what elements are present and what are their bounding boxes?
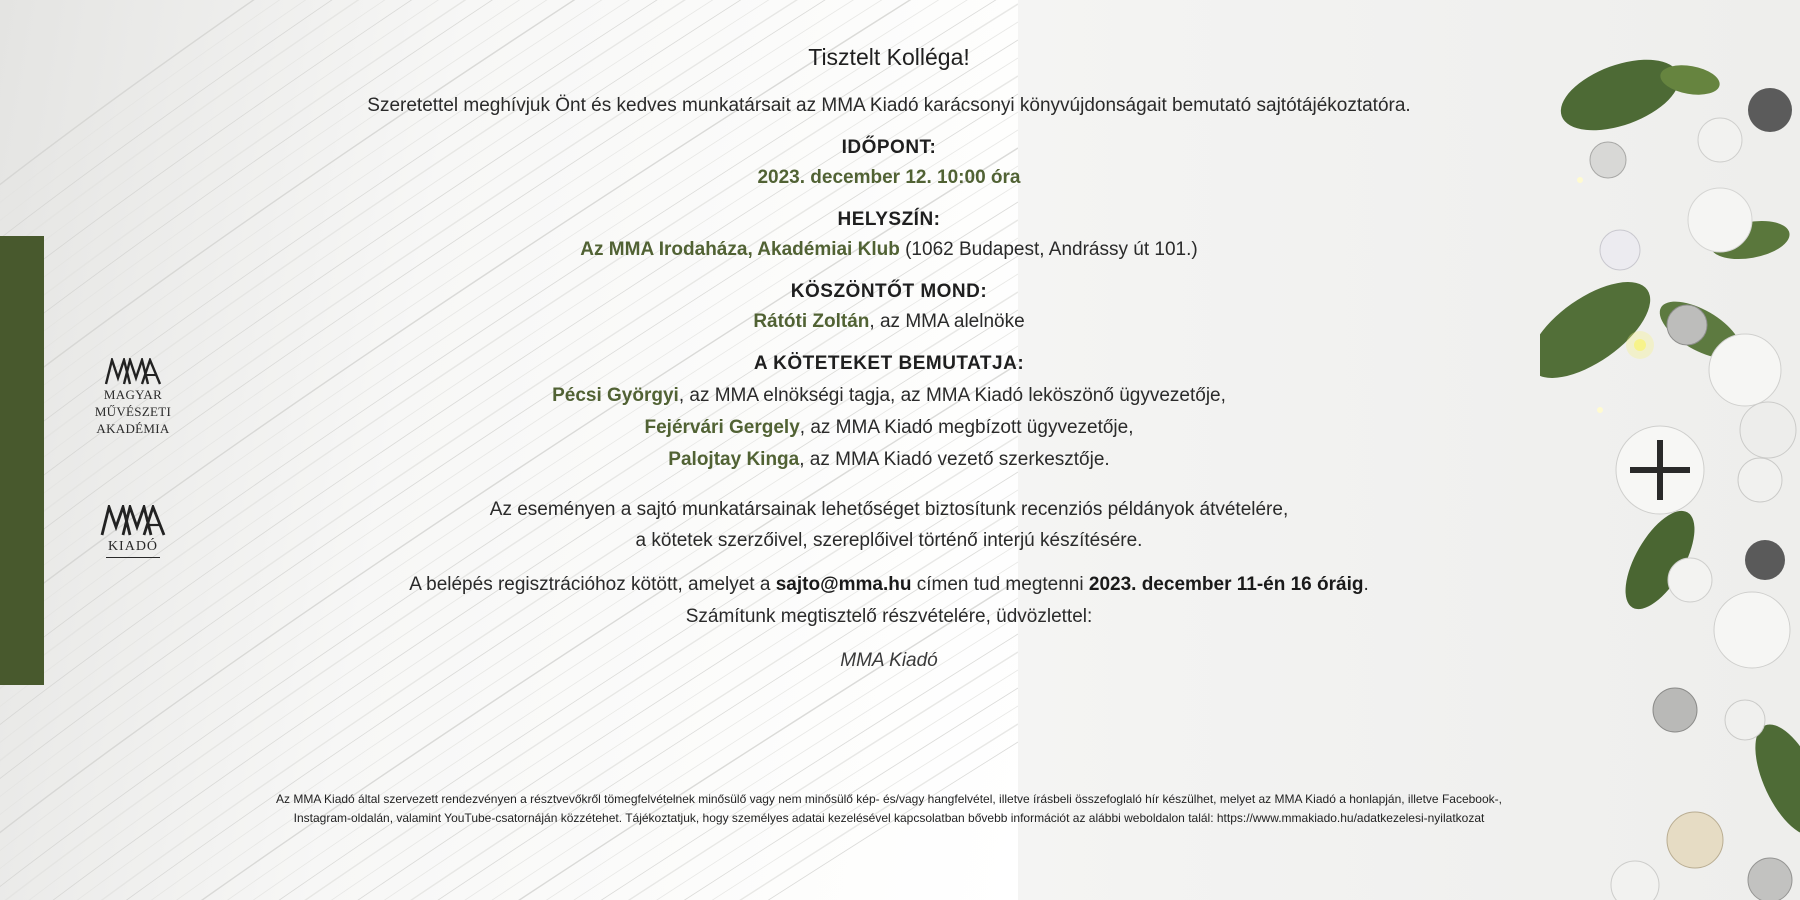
registration-text: A belépés regisztrációhoz kötött, amelyet a	[409, 574, 776, 595]
speaker-role: , az MMA alelnöke	[869, 311, 1025, 332]
green-side-bar	[0, 236, 44, 685]
presenter-name: Palojtay Kinga	[668, 449, 800, 470]
christmas-ornaments-decoration	[1540, 0, 1800, 900]
press-info	[200, 494, 1578, 556]
presenters-label: A KÖTETEKET BEMUTATJA:	[753, 353, 1025, 374]
presenters-list	[200, 380, 1578, 476]
presenter-name: Fejérvári Gergely	[644, 417, 800, 438]
presenter-role: , az MMA Kiadó vezető szerkesztője.	[799, 449, 1110, 470]
date-label: IDŐPONT:	[841, 137, 937, 158]
mma-academy-logo	[88, 358, 178, 437]
privacy-disclaimer	[200, 790, 1578, 828]
mma-kiado-mark-icon	[100, 505, 166, 537]
venue-label: HELYSZÍN:	[837, 209, 941, 230]
disclaimer-line: Instagram-oldalán, valamint YouTube-csatornáján közzétehet. Tájékoztatjuk, hogy személyes adatai kezelésével kapcsolatban bővebb információt az alábbi weboldalon talál: https://www.mmakiado.hu/adatkezelesi-nyilatkozat	[293, 811, 1485, 825]
date-text: 2023. december 12. 10:00 óra	[757, 167, 1021, 188]
welcome-label: KÖSZÖNTŐT MOND:	[790, 281, 988, 302]
press-line: a kötetek szerzőivel, szereplőivel történő interjú készítésére.	[635, 530, 1143, 551]
page-line	[0, 670, 1018, 900]
closing-text: Számítunk megtisztelő részvételére, üdvözlettel:	[685, 606, 1093, 627]
speaker-name: Rátóti Zoltán	[753, 311, 870, 332]
kiado-label: KIADÓ	[106, 539, 160, 558]
venue-value	[200, 236, 1578, 263]
date-value	[200, 164, 1578, 191]
intro-text: Szeretettel meghívjuk Önt és kedves munkatársait az MMA Kiadó karácsonyi könyvújdonságait bemutató sajtótájékoztatóra.	[367, 95, 1411, 116]
greeting: Tisztelt Kolléga!	[808, 44, 970, 70]
mma-logo-line: AKADÉMIA	[96, 421, 170, 436]
presenter-role: , az MMA elnökségi tagja, az MMA Kiadó leköszönő ügyvezetője,	[678, 385, 1226, 406]
venue-place: Az MMA Irodaháza, Akadémiai Klub	[580, 239, 900, 260]
registration-email[interactable]: sajto@mma.hu	[775, 574, 912, 595]
mma-logo-line: MŰVÉSZETI	[94, 404, 172, 419]
welcome-speaker	[200, 308, 1578, 335]
mma-logo-line: MAGYAR	[103, 387, 163, 402]
registration-text: címen tud megtenni	[911, 574, 1089, 595]
invitation-body	[200, 44, 1578, 672]
page-line	[0, 634, 1018, 900]
press-line: Az eseményen a sajtó munkatársainak lehetőséget biztosítunk recenziós példányok átvételére,	[489, 499, 1289, 520]
disclaimer-line: Az MMA Kiadó által szervezett rendezvényen a résztvevőkről tömegfelvételnek minősülő vagy nem minősülő kép- és/vagy hangfelvétel, illetve írásbeli összefoglaló hír készülhet, melyet az MMA Kiadó a honlapján, illetve Facebook-,	[276, 792, 1502, 806]
mma-mark-icon	[104, 358, 162, 386]
registration-text: .	[1363, 574, 1369, 595]
registration-deadline: 2023. december 11-én 16 óráig	[1088, 574, 1364, 595]
presenter-name: Pécsi Györgyi	[552, 385, 679, 406]
venue-address: (1062 Budapest, Andrássy út 101.)	[905, 239, 1198, 260]
signature: MMA Kiadó	[840, 650, 938, 671]
registration-info	[200, 574, 1578, 596]
presenter-role: , az MMA Kiadó megbízott ügyvezetője,	[799, 417, 1134, 438]
mma-kiado-logo	[92, 505, 174, 558]
